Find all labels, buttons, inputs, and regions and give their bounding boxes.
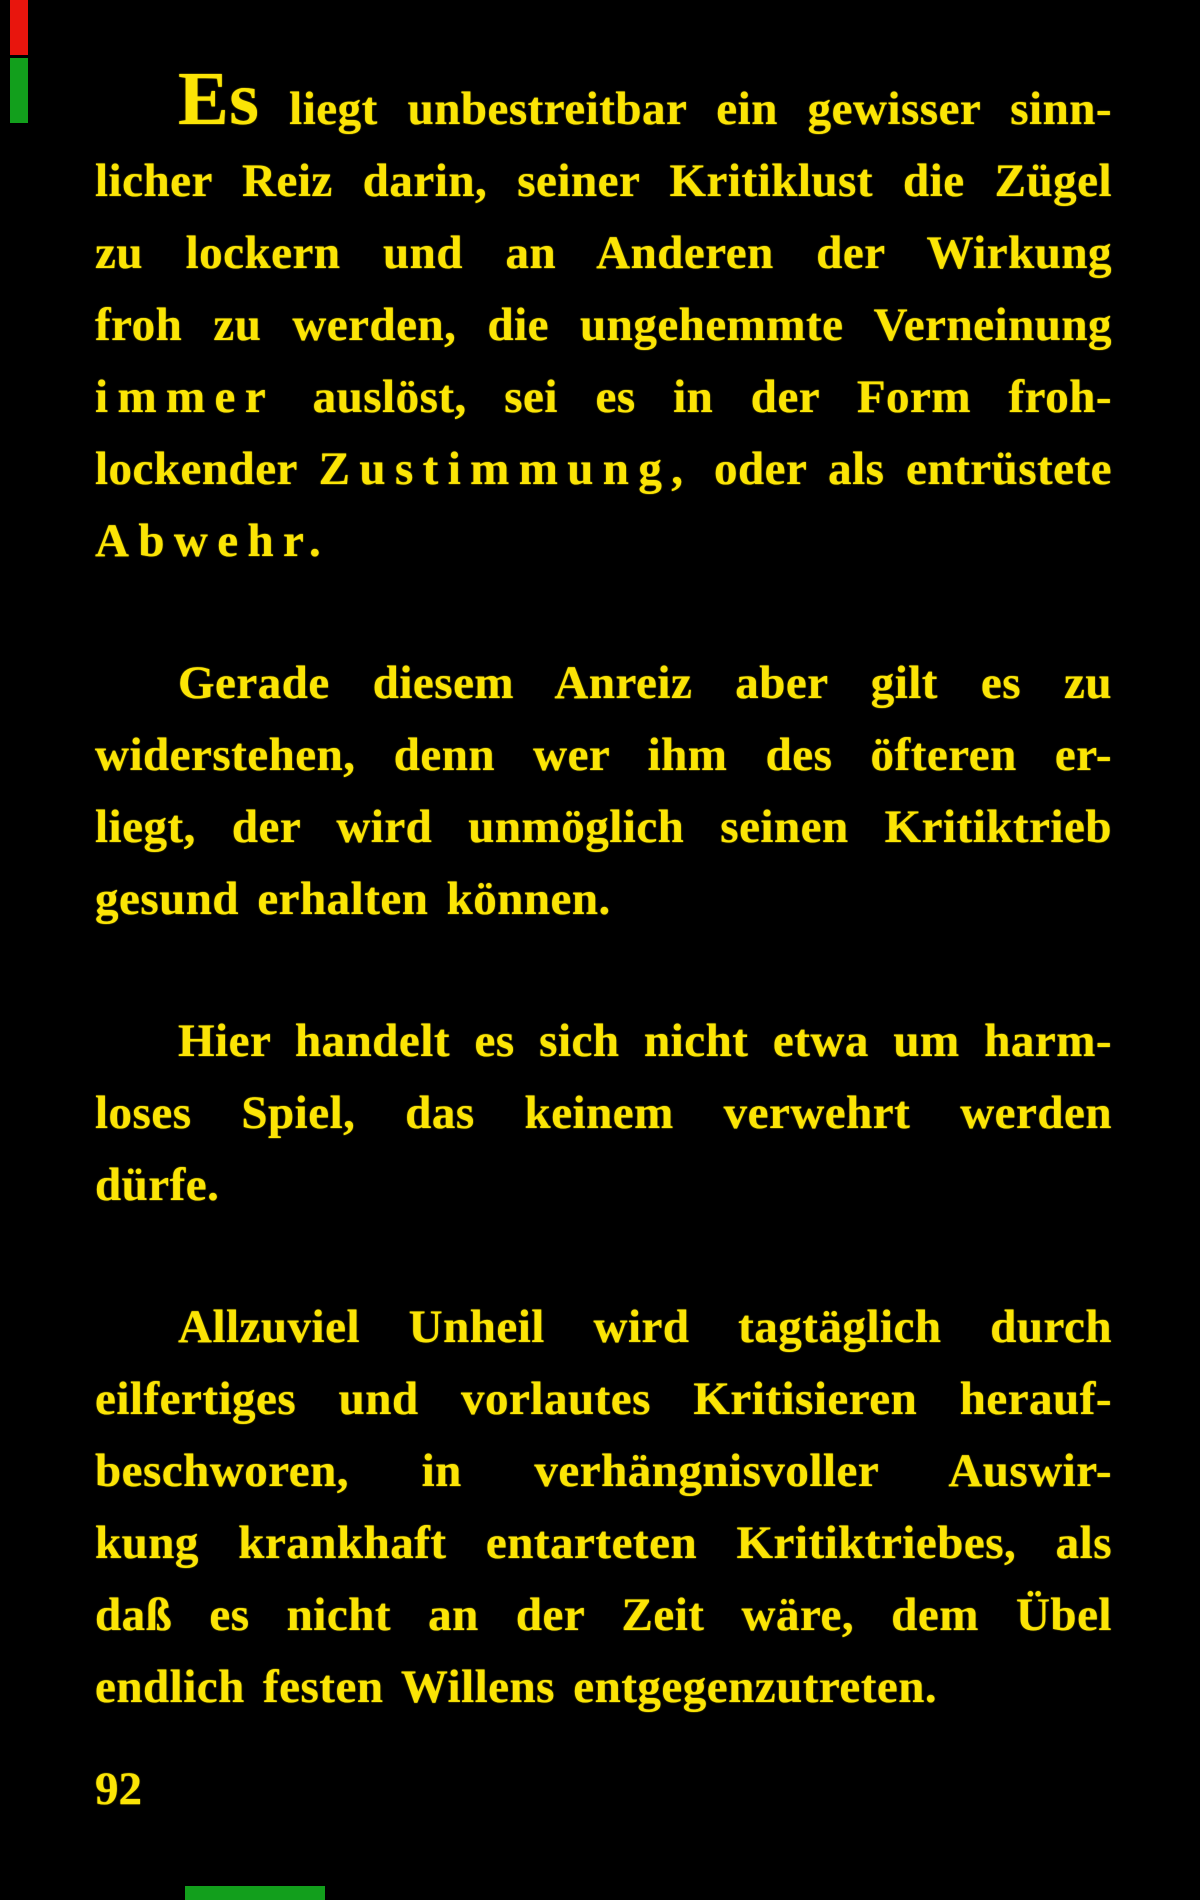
- text-line: [95, 1005, 1112, 1077]
- text-line: [95, 647, 1112, 719]
- text-line: [95, 361, 1112, 433]
- text-segment: liegt, der wird unmöglich seinen Kritiktrieb: [95, 801, 1112, 853]
- text-segment: auslöst, sei es in der Form froh-: [275, 371, 1112, 423]
- text-line: [95, 1651, 1112, 1723]
- text-segment: gesund erhalten können.: [95, 873, 611, 925]
- text-line: [95, 433, 1112, 505]
- text-segment: liegt unbestreitbar ein gewisser sinn-: [259, 83, 1112, 135]
- paragraph: [95, 1291, 1112, 1723]
- paragraph: [95, 57, 1113, 577]
- text-segment: eilfertiges und vorlautes Kritisieren herauf-: [95, 1373, 1112, 1425]
- text-line: [95, 1435, 1112, 1507]
- text-segment: licher Reiz darin, seiner Kritiklust die Zügel: [95, 155, 1112, 207]
- text-segment: froh zu werden, die ungehemmte Verneinung: [95, 299, 1112, 351]
- text-segment: Gerade diesem Anreiz aber gilt es zu: [178, 657, 1112, 709]
- text-segment: kung krankhaft entarteten Kritiktriebes, als: [95, 1517, 1112, 1569]
- green-mark-bottom: [185, 1886, 325, 1900]
- text-line: [95, 505, 1112, 577]
- text-line: [95, 791, 1112, 863]
- text-line: [95, 1579, 1112, 1651]
- text-segment: loses Spiel, das keinem verwehrt werden: [95, 1087, 1112, 1139]
- text-line: [95, 217, 1112, 289]
- red-mark-top-left: [10, 0, 28, 55]
- text-segment: Zustimmung,: [318, 443, 693, 495]
- text-segment: widerstehen, denn wer ihm des öfteren er-: [95, 729, 1112, 781]
- text-line: [95, 1077, 1112, 1149]
- text-segment: dürfe.: [95, 1159, 220, 1211]
- paragraph: [95, 647, 1112, 935]
- text-segment: Abwehr.: [95, 515, 331, 567]
- text-segment: Hier handelt es sich nicht etwa um harm-: [178, 1015, 1112, 1067]
- text-segment: immer: [95, 371, 276, 423]
- text-line: [95, 1291, 1112, 1363]
- text-line: [95, 289, 1112, 361]
- text-segment: daß es nicht an der Zeit wäre, dem Übel: [95, 1589, 1112, 1641]
- text-segment: endlich festen Willens entgegenzutreten.: [95, 1661, 938, 1713]
- green-mark-top-left: [10, 58, 28, 123]
- text-line: [95, 1149, 1112, 1221]
- text-line: [95, 57, 1112, 145]
- text-segment: Es: [178, 57, 260, 141]
- text-line: [95, 1363, 1112, 1435]
- text-segment: zu lockern und an Anderen der Wirkung: [95, 227, 1112, 279]
- text-line: [95, 719, 1112, 791]
- page-number: 92: [95, 1763, 142, 1815]
- text-segment: oder als entrüstete: [692, 443, 1113, 495]
- text-line: [95, 145, 1112, 217]
- text-segment: Allzuviel Unheil wird tagtäglich durch: [178, 1301, 1112, 1353]
- text-segment: beschworen, in verhängnisvoller Auswir-: [95, 1445, 1112, 1497]
- paragraph: [95, 1005, 1112, 1221]
- body-text-block: [95, 57, 1113, 1723]
- text-segment: lockender: [95, 443, 319, 495]
- text-line: [95, 1507, 1112, 1579]
- text-line: [95, 863, 1112, 935]
